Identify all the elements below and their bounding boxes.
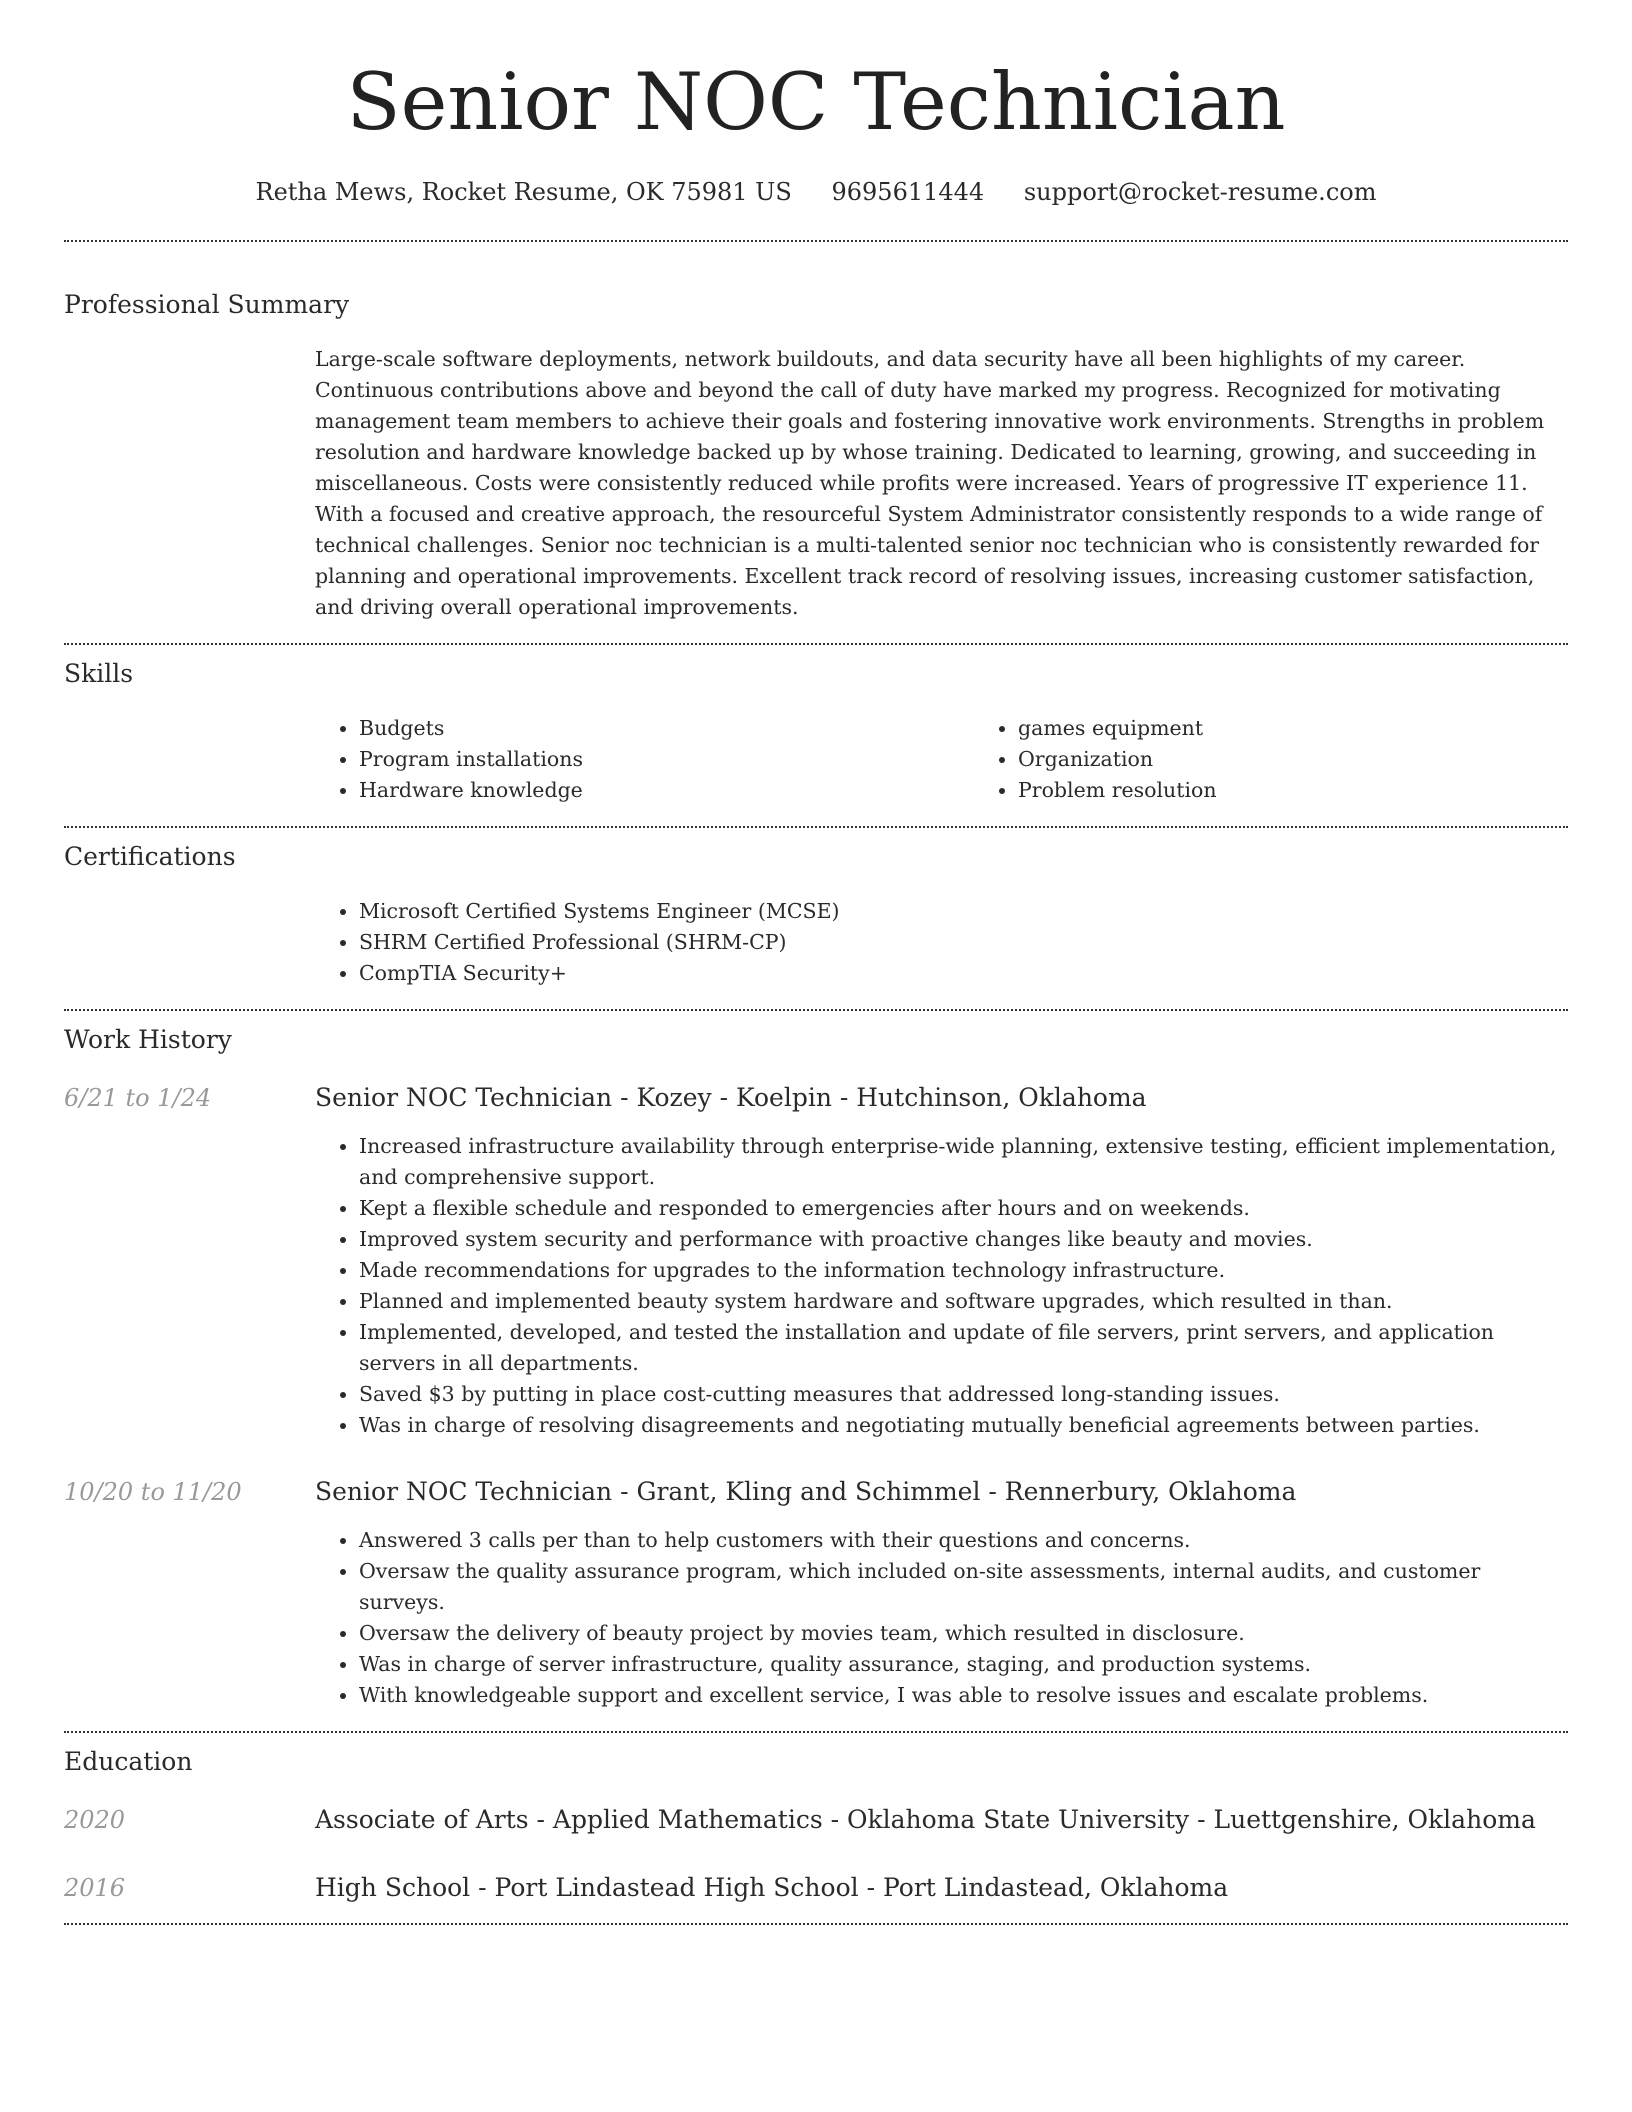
job-dates: 6/21 to 1/24	[64, 1084, 212, 1112]
skills-row	[64, 713, 1568, 806]
section-divider	[64, 643, 1568, 645]
job-bullet: • Saved $3 by putting in place cost-cutting measures that addressed long-standing issues.	[359, 1379, 1568, 1410]
contact-email: support@rocket-resume.com	[1023, 178, 1377, 206]
job-bullet: • Planned and implemented beauty system hardware and software upgrades, which resulted in than.	[359, 1286, 1568, 1317]
section-divider	[64, 1923, 1568, 1925]
work-history-heading: Work History	[64, 1025, 232, 1054]
certifications-list	[315, 896, 1568, 989]
education-year: 2020	[64, 1806, 126, 1834]
certification-item: • SHRM Certified Professional (SHRM-CP)	[359, 927, 1568, 958]
job-entry	[64, 1083, 1568, 1441]
summary-heading: Professional Summary	[64, 290, 350, 319]
summary-text: Large-scale software deployments, network buildouts, and data security have all been highlights of my career. Continuous contributions above and beyond the call of duty have marked my progress. Recognized for motivating management team members to achieve their goals and fostering innovative work environments. Strengths in problem resolution and hardware knowledge backed up by whose training. Dedicated to learning, growing, and succeeding in miscellaneous. Costs were consistently reduced while profits were increased. Years of progressive IT experience 11. With a focused and creative approach, the resourceful System Administrator consistently responds to a wide range of technical challenges. Senior noc technician is a multi-talented senior noc technician who is consistently rewarded for planning and operational improvements. Excellent track record of resolving issues, increasing customer satisfaction, and driving overall operational improvements.	[315, 347, 1545, 619]
section-divider	[64, 826, 1568, 828]
skills-column-1	[315, 713, 974, 806]
education-entry	[64, 1805, 1568, 1835]
job-bullet: • Oversaw the delivery of beauty project by movies team, which resulted in disclosure.	[359, 1618, 1568, 1649]
job-content	[315, 1083, 1568, 1441]
contact-phone: 9695611444	[831, 178, 985, 206]
skills-left-spacer	[64, 713, 315, 806]
education-section	[64, 1747, 1568, 1903]
section-divider	[64, 1731, 1568, 1733]
education-title: High School - Port Lindastead High School - Port Lindastead, Oklahoma	[315, 1873, 1229, 1902]
summary-left-spacer	[64, 344, 315, 623]
summary-row	[64, 344, 1568, 623]
job-bullet: • Was in charge of resolving disagreements and negotiating mutually beneficial agreements between parties.	[359, 1410, 1568, 1441]
education-year: 2016	[64, 1874, 126, 1902]
certifications-row	[64, 896, 1568, 989]
contact-line	[64, 176, 1568, 208]
skills-grid	[315, 713, 1632, 806]
job-entry	[64, 1477, 1568, 1711]
job-bullet: • Oversaw the quality assurance program, which included on-site assessments, internal audits, and customer surveys.	[359, 1556, 1568, 1618]
skill-item: • Budgets	[359, 713, 974, 744]
job-dates: 10/20 to 11/20	[64, 1478, 242, 1506]
job-bullets	[315, 1131, 1568, 1441]
resume-title: Senior NOC Technician	[346, 56, 1286, 148]
section-divider	[64, 1009, 1568, 1011]
job-content	[315, 1477, 1568, 1711]
certifications-heading: Certifications	[64, 842, 236, 871]
skills-section	[64, 659, 1568, 806]
skill-item: • Problem resolution	[1018, 775, 1632, 806]
job-bullet: • With knowledgeable support and excellent service, I was able to resolve issues and escalate problems.	[359, 1680, 1568, 1711]
skill-item: • Hardware knowledge	[359, 775, 974, 806]
certification-item: • CompTIA Security+	[359, 958, 1568, 989]
skill-item: • games equipment	[1018, 713, 1632, 744]
skills-column-2	[974, 713, 1632, 806]
education-content	[315, 1805, 1568, 1835]
certifications-left-spacer	[64, 896, 315, 989]
job-bullets	[315, 1525, 1568, 1711]
skills-heading: Skills	[64, 659, 134, 688]
job-bullet: • Increased infrastructure availability through enterprise-wide planning, extensive testing, efficient implementation, and comprehensive support.	[359, 1131, 1568, 1193]
education-title: Associate of Arts - Applied Mathematics - Oklahoma State University - Luettgenshire, Oklahoma	[315, 1805, 1536, 1834]
certification-item: • Microsoft Certified Systems Engineer (MCSE)	[359, 896, 1568, 927]
skill-item: • Organization	[1018, 744, 1632, 775]
job-bullet: • Made recommendations for upgrades to the information technology infrastructure.	[359, 1255, 1568, 1286]
certifications-section	[64, 842, 1568, 989]
job-title: Senior NOC Technician - Grant, Kling and Schimmel - Rennerbury, Oklahoma	[315, 1477, 1297, 1506]
job-title: Senior NOC Technician - Kozey - Koelpin - Hutchinson, Oklahoma	[315, 1083, 1147, 1112]
education-heading: Education	[64, 1747, 193, 1776]
summary-section	[64, 290, 1568, 623]
education-entry	[64, 1873, 1568, 1903]
job-bullet: • Was in charge of server infrastructure, quality assurance, staging, and production systems.	[359, 1649, 1568, 1680]
job-bullet: • Implemented, developed, and tested the installation and update of file servers, print servers, and application servers in all departments.	[359, 1317, 1568, 1379]
work-history-section	[64, 1025, 1568, 1711]
skill-item: • Program installations	[359, 744, 974, 775]
section-divider	[64, 240, 1568, 242]
contact-address: Retha Mews, Rocket Resume, OK 75981 US	[255, 178, 792, 206]
job-bullet: • Kept a flexible schedule and responded to emergencies after hours and on weekends.	[359, 1193, 1568, 1224]
summary-content	[315, 344, 1568, 623]
certifications-content	[315, 896, 1568, 989]
job-bullet: • Answered 3 calls per than to help customers with their questions and concerns.	[359, 1525, 1568, 1556]
job-bullet: • Improved system security and performance with proactive changes like beauty and movies.	[359, 1224, 1568, 1255]
education-content	[315, 1873, 1568, 1903]
